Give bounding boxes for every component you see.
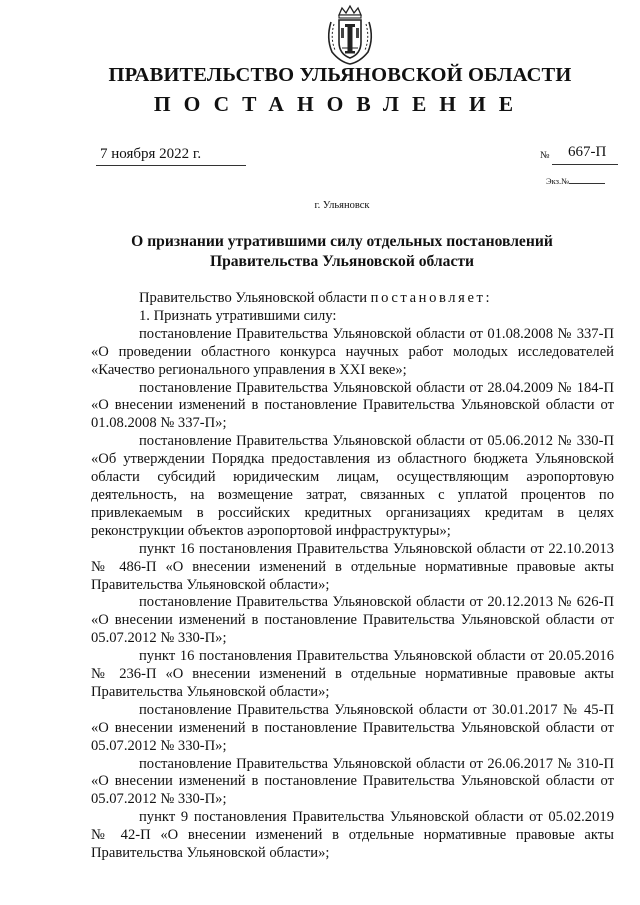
number-underline	[552, 164, 618, 165]
government-title: ПРАВИТЕЛЬСТВО УЛЬЯНОВСКОЙ ОБЛАСТИ	[108, 64, 572, 86]
intro-decree-word: постановляет:	[370, 290, 493, 306]
list-item: постановление Правительства Ульяновской области от 05.06.2012 № 330-П «Об утверждении Порядка предоставления из областного бюджета Ульяновской области субсидий юридическим лицам, осуществляющим аэропортовую деятельность, на возмещение затрат, связанных с уплатой процентов по привлекаемым в российских кредитных организациях кредитам в целях реконструкции объектов аэропортовой инфраструктуры»;	[91, 433, 614, 539]
document-number: 667-П	[568, 144, 607, 160]
intro-paragraph	[91, 290, 614, 308]
list-item: пункт 16 постановления Правительства Ульяновской области от 22.10.2013 № 486-П «О внесении изменений в отдельные нормативные правовые акты Правительства Ульяновской области»;	[91, 540, 614, 593]
list-item: постановление Правительства Ульяновской области от 01.08.2008 № 337-П «О проведении областного конкурса научных работ молодых исследователей «Качество регионального управления в XXI веке»;	[91, 325, 614, 378]
list-item: постановление Правительства Ульяновской области от 28.04.2009 № 184-П «О внесении изменений в постановление Правительства Ульяновской области от 01.08.2008 № 337-П»;	[91, 379, 614, 432]
copy-number-field	[546, 176, 605, 186]
city-name: г. Ульяновск	[314, 200, 370, 211]
document-heading	[0, 232, 640, 272]
document-body	[91, 290, 614, 863]
list-item: постановление Правительства Ульяновской области от 26.06.2017 № 310-П «О внесении изменений в постановление Правительства Ульяновской области от 05.07.2012 № 330-П»;	[91, 755, 614, 808]
item-1: 1. Признать утратившими силу:	[139, 307, 337, 324]
document-type-heading: ПОСТАНОВЛЕНИЕ	[153, 92, 527, 116]
copy-number-underline	[569, 183, 605, 184]
number-sign: №	[540, 150, 550, 161]
list-item: пункт 9 постановления Правительства Ульяновской области от 05.02.2019 № 42-П «О внесении изменений в отдельные нормативные правовые акты Правительства Ульяновской области»;	[91, 809, 614, 862]
heading-line-1: О признании утратившими силу отдельных постановлений	[131, 233, 553, 250]
date-underline	[96, 165, 246, 166]
heading-line-2: Правительства Ульяновской области	[209, 253, 475, 270]
list-item: постановление Правительства Ульяновской области от 20.12.2013 № 626-П «О внесении изменений в постановление Правительства Ульяновской области от 05.07.2012 № 330-П»;	[91, 594, 614, 647]
intro-prefix: Правительство Ульяновской области	[139, 290, 368, 306]
date-field	[96, 146, 252, 166]
coat-of-arms-emblem	[322, 4, 378, 66]
list-item: постановление Правительства Ульяновской области от 30.01.2017 № 45-П «О внесении изменений в постановление Правительства Ульяновской области от 05.07.2012 № 330-П»;	[91, 701, 614, 754]
list-item: пункт 16 постановления Правительства Ульяновской области от 20.05.2016 № 236-П «О внесении изменений в отдельные нормативные правовые акты Правительства Ульяновской области»;	[91, 648, 614, 700]
copy-label: Экз.№	[546, 176, 570, 186]
document-date: 7 ноября 2022 г.	[100, 146, 202, 162]
